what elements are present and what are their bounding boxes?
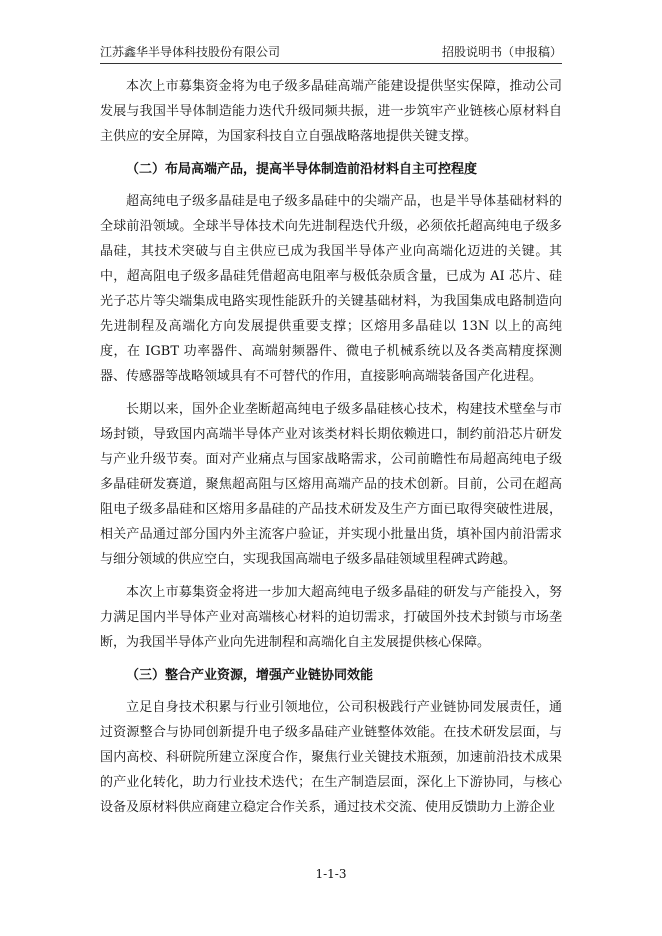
paragraph-1: 本次上市募集资金将为电子级多晶硅高端产能建设提供坚实保障，推动公司发展与我国半导体制造能力迭代升级同频共振，进一步筑牢产业链核心原材料自主供应的安全屏障，为国家科技自立自强战略落地提供关键支撑。 [100, 79, 562, 144]
page-number: 1-1-3 [315, 867, 347, 881]
paragraph-2: 超高纯电子级多晶硅是电子级多晶硅中的尖端产品，也是半导体基础材料的全球前沿领域。全球半导体技术向先进制程迭代升级，必须依托超高纯电子级多晶硅，其技术突破与自主供应已成为我国半导体产业向高端化迈进的关键。其中，超高阻电子级多晶硅凭借超高电阻率与极低杂质含量，已成为 AI 芯片、硅光子芯片等尖端集成电路实现性能跃升的关键基础材料，为我国集成电路制造向先进制程及高端化方向发展提供重要支撑；区熔用多晶硅以 13N 以上的高纯度，在 IGBT 功率器件、高端射频器件、微电子机械系统以及各类高精度探测器、传感器等战略领域具有不可替代的作用，直接影响高端装备国产化进程。 [100, 194, 562, 384]
header-company-name: 江苏鑫华半导体科技股份有限公司 [100, 45, 281, 59]
section-heading-2: （二）布局高端产品，提高半导体制造前沿材料自主可控程度 [126, 162, 478, 177]
paragraph-4: 本次上市募集资金将进一步加大超高纯电子级多晶硅的研发与产能投入，努力满足国内半导体产业对高端核心材料的迫切需求，打破国外技术封锁与市场垄断，为我国半导体产业向先进制程和高端化自主发展提供核心保障。 [100, 585, 562, 650]
paragraph-5: 立足自身技术积累与行业引领地位，公司积极践行产业链协同发展责任，通过资源整合与协同创新提升电子级多晶硅产业链整体效能。在技术研发层面，与国内高校、科研院所建立深度合作，聚焦行业关键技术瓶颈，加速前沿技术成果的产业化转化，助力行业技术迭代；在生产制造层面，深化上下游协同，与核心设备及原材料供应商建立稳定合作关系，通过技术交流、使用反馈助力上游企业 [100, 700, 562, 815]
section-heading-3: （三）整合产业资源，增强产业链协同效能 [126, 668, 374, 683]
header-document-title: 招股说明书（申报稿） [441, 45, 562, 59]
header-divider [100, 63, 562, 64]
paragraph-3: 长期以来，国外企业垄断超高纯电子级多晶硅核心技术，构建技术壁垒与市场封锁，导致国内高端半导体产业对该类材料长期依赖进口，制约前沿芯片研发与产业升级节奏。面对产业痛点与国家战略需求，公司前瞻性布局超高纯电子级多晶硅研发赛道，聚焦超高阻与区熔用高端产品的技术创新。目前，公司在超高阻电子级多晶硅和区熔用多晶硅的产品技术研发及生产方面已取得突破性进展，相关产品通过部分国内外主流客户验证，并实现小批量出货，填补国内前沿需求与细分领域的供应空白，实现我国高端电子级多晶硅领域里程碑式跨越。 [100, 402, 562, 567]
document-body [100, 74, 562, 828]
